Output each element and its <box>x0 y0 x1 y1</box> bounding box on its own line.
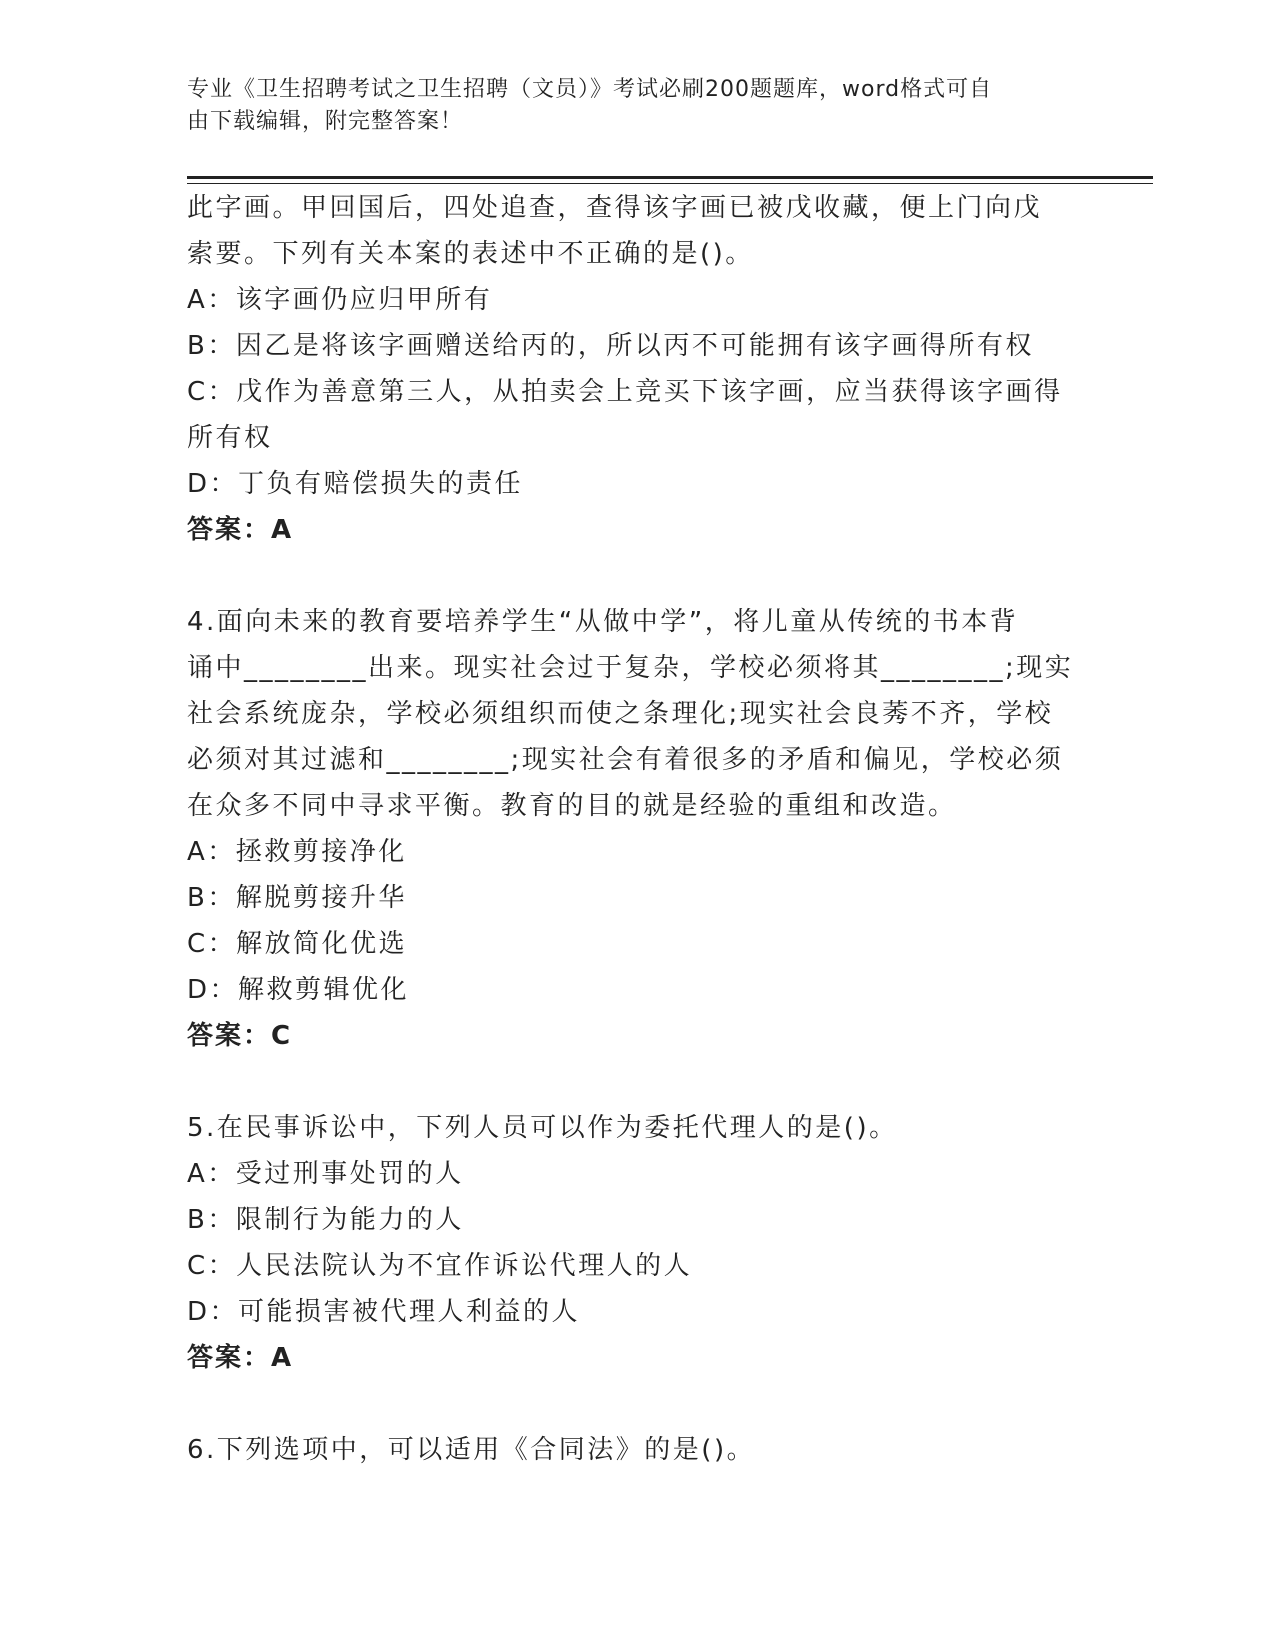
option-c: C：人民法院认为不宜作诉讼代理人的人 <box>187 1251 693 1281</box>
header-divider-thin <box>187 183 1153 184</box>
answer-label: 答案：A <box>187 515 294 545</box>
option-c: C：解放简化优选 <box>187 929 408 959</box>
header-line-2: 由下载编辑，附完整答案！ <box>187 109 464 134</box>
question-stem-line: 5.在民事诉讼中，下列人员可以作为委托代理人的是()。 <box>187 1113 898 1143</box>
header-divider-thick <box>187 176 1153 179</box>
option-b: B：解脱剪接升华 <box>187 883 407 913</box>
question-stem-line: 在众多不同中寻求平衡。教育的目的就是经验的重组和改造。 <box>187 791 957 821</box>
option-d: D：丁负有赔偿损失的责任 <box>187 469 524 499</box>
spacer <box>187 1059 1087 1105</box>
question-stem-line: 4.面向未来的教育要培养学生“从做中学”，将儿童从传统的书本背 <box>187 607 1019 637</box>
option-d: D：解救剪辑优化 <box>187 975 410 1005</box>
spacer <box>187 553 1087 599</box>
question-4 <box>187 599 1087 1059</box>
answer-label: 答案：C <box>187 1021 293 1051</box>
option-a: A：拯救剪接净化 <box>187 837 407 867</box>
spacer <box>187 1381 1087 1427</box>
answer-label: 答案：A <box>187 1343 294 1373</box>
question-stem-line: 社会系统庞杂，学校必须组织而使之条理化;现实社会良莠不齐，学校 <box>187 699 1054 729</box>
option-a: A：受过刑事处罚的人 <box>187 1159 464 1189</box>
question-5 <box>187 1105 1087 1381</box>
option-c: C：戊作为善意第三人，从拍卖会上竞买下该字画，应当获得该字画得 <box>187 377 1063 407</box>
option-b: B：限制行为能力的人 <box>187 1205 464 1235</box>
option-b: B：因乙是将该字画赠送给丙的，所以丙不可能拥有该字画得所有权 <box>187 331 1034 361</box>
question-stem-line: 此字画。甲回国后，四处追查，查得该字画已被戊收藏，便上门向戊 <box>187 193 1043 223</box>
question-stem-line: 6.下列选项中，可以适用《合同法》的是()。 <box>187 1435 756 1465</box>
option-c-continued: 所有权 <box>187 423 273 453</box>
question-stem-line: 诵中________出来。现实社会过于复杂，学校必须将其________;现实 <box>187 653 1074 683</box>
option-d: D：可能损害被代理人利益的人 <box>187 1297 581 1327</box>
question-3 <box>187 185 1087 553</box>
question-stem-line: 索要。下列有关本案的表述中不正确的是()。 <box>187 239 754 269</box>
question-6 <box>187 1427 1087 1473</box>
header-line-1: 专业《卫生招聘考试之卫生招聘（文员）》考试必刷200题题库，word格式可自 <box>187 77 993 102</box>
document-header <box>187 74 1077 138</box>
question-stem-line: 必须对其过滤和________;现实社会有着很多的矛盾和偏见，学校必须 <box>187 745 1064 775</box>
option-a: A：该字画仍应归甲所有 <box>187 285 493 315</box>
document-body <box>187 185 1087 1473</box>
